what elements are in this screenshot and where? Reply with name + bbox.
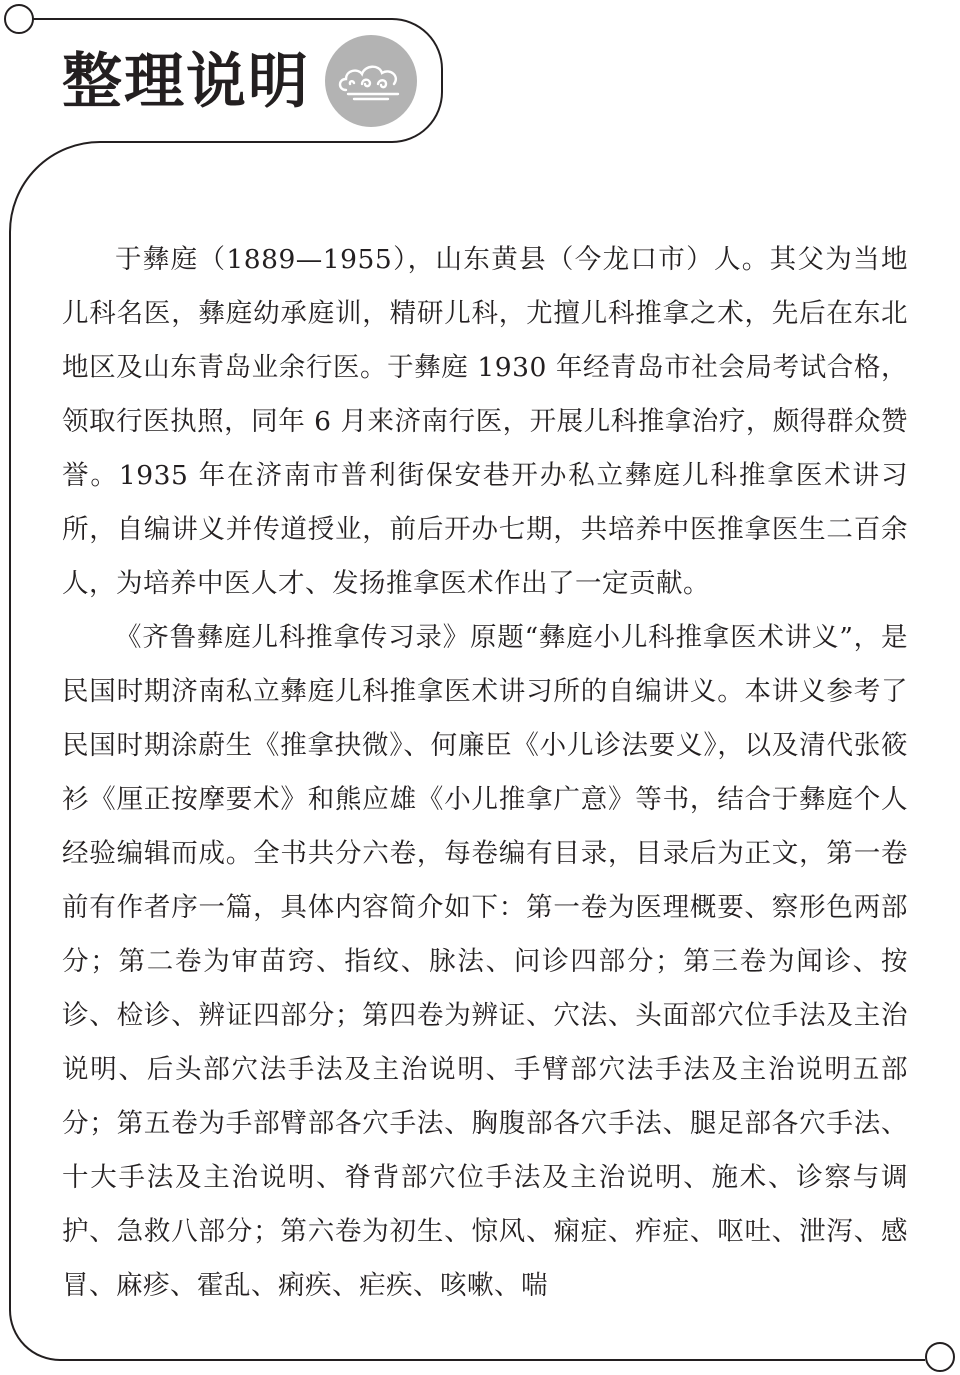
- corner-circle-bottom-right: [926, 1343, 954, 1371]
- body-text: [62, 233, 908, 1313]
- paragraph-biography: 于彝庭（1889—1955），山东黄县（今龙口市）人。其父为当地儿科名医，彝庭幼承庭训，精研儿科，尤擅儿科推拿之术，先后在东北地区及山东青岛业余行医。于彝庭 1930 年经青岛市社会局考试合格，领取行医执照，同年 6 月来济南行医，开展儿科推拿治疗，颇得群众赞誉。1935 年在济南市普利街保安巷开办私立彝庭儿科推拿医术讲习所，自编讲义并传道授业，前后开办七期，共培养中医推拿医生二百余人，为培养中医人才、发扬推拿医术作出了一定贡献。: [62, 244, 908, 599]
- section-title: 整理说明: [62, 47, 310, 117]
- paragraph-book-overview: 《齐鲁彝庭儿科推拿传习录》原题“彝庭小儿科推拿医术讲义”，是民国时期济南私立彝庭儿科推拿医术讲习所的自编讲义。本讲义参考了民国时期涂蔚生《推拿抉微》、何廉臣《小儿诊法要义》，以及清代张筱衫《厘正按摩要术》和熊应雄《小儿推拿广意》等书，结合于彝庭个人经验编辑而成。全书共分六卷，每卷编有目录，目录后为正文，第一卷前有作者序一篇，具体内容简介如下：第一卷为医理概要、察形色两部分；第二卷为审苗窍、指纹、脉法、问诊四部分；第三卷为闻诊、按诊、检诊、辨证四部分；第四卷为辨证、穴法、头面部穴位手法及主治说明、后头部穴法手法及主治说明、手臂部穴法手法及主治说明五部分；第五卷为手部臂部各穴手法、胸腹部各穴手法、腿足部各穴手法、十大手法及主治说明、脊背部穴位手法及主治说明、施术、诊察与调护、急救八部分；第六卷为初生、惊风、痫症、痄症、呕吐、泄泻、感冒、麻疹、霍乱、痢疾、疟疾、咳嗽、喘: [62, 622, 908, 1301]
- corner-circle-top-left: [5, 5, 33, 33]
- cloud-icon: [324, 34, 418, 128]
